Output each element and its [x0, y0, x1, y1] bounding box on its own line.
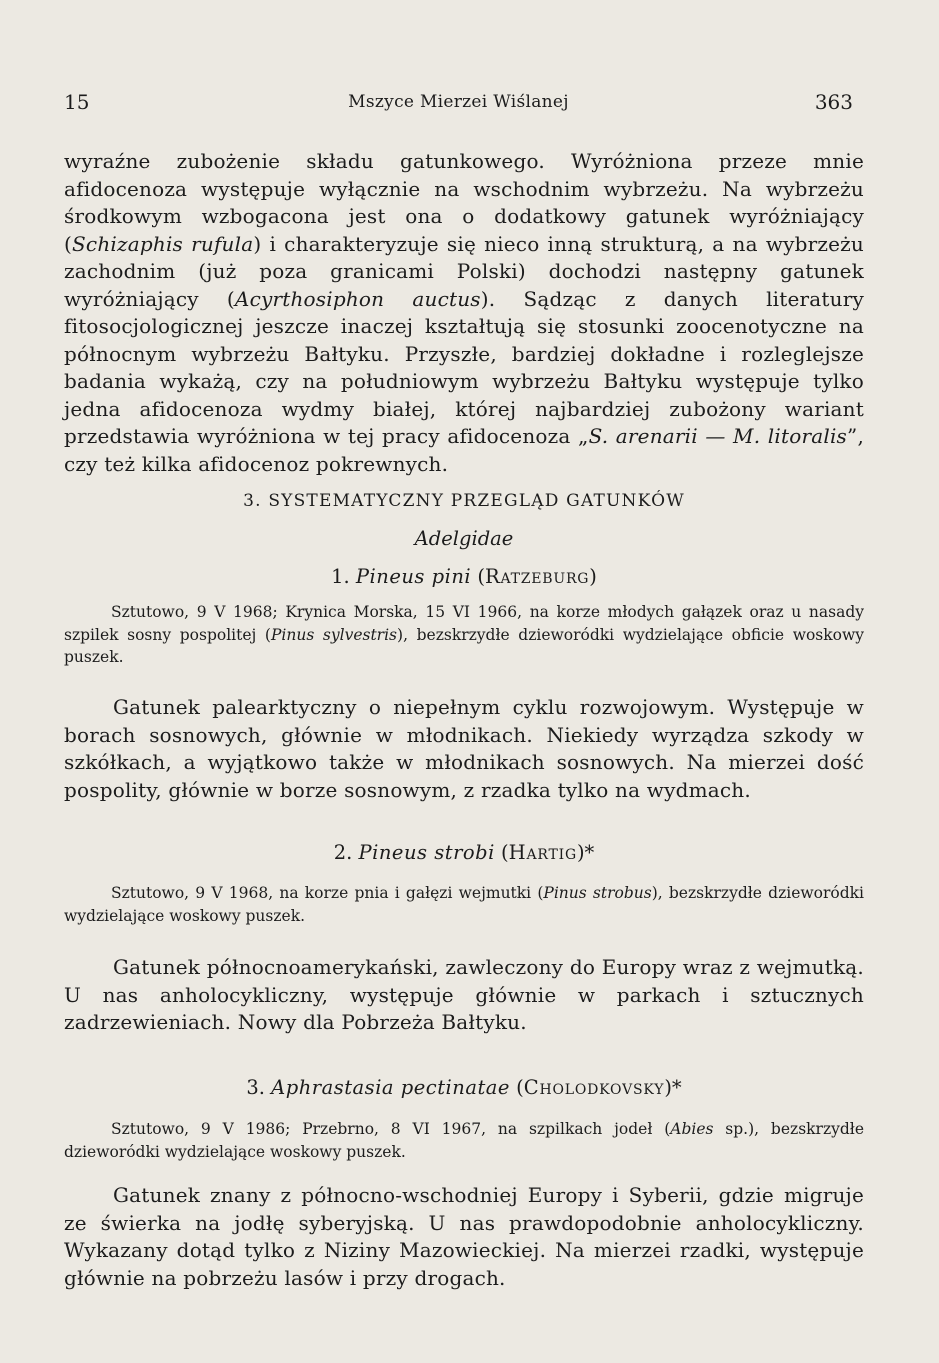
species-number: 1.	[331, 565, 350, 588]
intro-paragraph	[64, 148, 864, 478]
species-3-note-block	[64, 1182, 864, 1292]
species-name: Pineus pini	[355, 565, 472, 588]
species-author: Cholodkovsky	[523, 1076, 665, 1099]
species-author: Hartig	[508, 841, 577, 864]
taxon-name: Acyrthosiphon auctus	[234, 286, 481, 311]
host-name: Abies	[670, 1120, 714, 1138]
host-name: Pinus sylvestris	[270, 625, 398, 644]
species-1-note-block	[64, 694, 864, 804]
species-note: Gatunek palearktyczny o niepełnym cyklu rozwojowym. Występuje w borach sosnowych, głównie w młodnikach. Niekiedy wyrządza szkody w szkółkach, a wyjątkowo także w młodnikach sosnowych. Na mierzei dość pospolity, głównie w borze sosnowym, z rzadka tylko na wydmach.	[64, 695, 864, 802]
species-name: Pineus strobi	[358, 841, 495, 864]
intro-text-2: ) i charakteryzuje się nieco inną strukturą, a na wybrzeżu zachodnim (już poza granicami Polski) dochodzi następny gatunek wyróżniający (	[64, 231, 864, 311]
species-heading: 1. Pineus pini (Ratzeburg)	[331, 565, 597, 588]
record-text: ), bezskrzydłe dzieworódki wydzielające obficie woskowy puszek.	[64, 625, 864, 666]
page-number-left: 15	[64, 90, 90, 114]
intro-paragraph-block	[64, 148, 864, 478]
intro-text-4: ”, czy też kilka afidocenoz pokrewnych.	[64, 424, 864, 476]
species-entry-1	[64, 565, 864, 588]
species-entry-3	[64, 1076, 864, 1099]
intro-text-3: ). Sądząc z danych literatury fitosocjologicznej jeszcze inaczej kształtują się stosunki zoocenotyczne na północnym wybrzeżu Bałtyku. Przyszłe, bardziej dokładne i rozleglejsze badania wykażą, czy na południowym wybrzeżu Bałtyku występuje tylko jedna afidocenoza wydmy białej, której najbardziej zubożony wariant przedstawia wyróżniona w tej pracy afidocenoza „	[64, 286, 865, 448]
species-record	[64, 1118, 864, 1163]
family-heading-block	[64, 527, 864, 550]
family-heading: Adelgidae	[414, 527, 514, 550]
new-record-mark: *	[671, 1076, 682, 1099]
species-name: Aphrastasia pectinatae	[271, 1076, 510, 1099]
record-text: Sztutowo, 9 V 1968, na korze pnia i gałęzi wejmutki (	[111, 884, 544, 902]
species-author: Ratzeburg	[484, 565, 590, 588]
species-3-record-block	[64, 1118, 864, 1163]
new-record-mark: *	[584, 841, 595, 864]
record-text: Sztutowo, 9 V 1986; Przebrno, 8 VI 1967, na szpilkach jodeł (	[111, 1120, 671, 1138]
page-number-right: 363	[814, 90, 853, 114]
species-record	[64, 601, 864, 669]
intro-text-1: wyraźne zubożenie składu gatunkowego. Wyróżniona przeze mnie afidocenoza występuje wyłącznie na wschodnim wybrzeżu. Na wybrzeżu środkowym wzbogacona jest ona o dodatkowy gatunek wyróżniający (	[64, 149, 864, 256]
species-2-note-block	[64, 954, 864, 1037]
section-heading: 3. SYSTEMATYCZNY PRZEGLĄD GATUNKÓW	[243, 491, 685, 511]
page-header	[64, 90, 853, 116]
taxon-name: S. arenarii — M. litoralis	[588, 424, 848, 448]
record-text: Sztutowo, 9 V 1968; Krynica Morska, 15 VI 1966, na korze młodych gałązek oraz u nasady szpilek sosny pospolitej (	[64, 603, 864, 644]
record-text: sp.), bezskrzydłe dzieworódki wydzielające woskowy puszek.	[64, 1120, 864, 1161]
species-1-record-block	[64, 601, 864, 669]
species-number: 2.	[333, 841, 353, 864]
species-heading: 2. Pineus strobi (Hartig)*	[333, 841, 595, 864]
species-record	[64, 882, 864, 927]
species-number: 3.	[246, 1076, 265, 1099]
species-2-record-block	[64, 882, 864, 927]
species-heading: 3. Aphrastasia pectinatae (Cholodkovsky)*	[246, 1076, 682, 1099]
host-name: Pinus strobus	[543, 884, 652, 902]
species-note: Gatunek północnoamerykański, zawleczony do Europy wraz z wejmutką. U nas anholocykliczny, występuje głównie w parkach i sztucznych zadrzewieniach. Nowy dla Pobrzeża Bałtyku.	[64, 955, 864, 1034]
section-heading-block	[64, 491, 864, 511]
running-title: Mszyce Mierzei Wiślanej	[348, 92, 569, 112]
taxon-name: Schizaphis rufula	[72, 231, 254, 256]
record-text: ), bezskrzydłe dzieworódki wydzielające woskowy puszek.	[64, 884, 864, 925]
species-note: Gatunek znany z północno-wschodniej Europy i Syberii, gdzie migruje ze świerka na jodłę syberyjską. U nas prawdopodobnie anholocykliczny. Wykazany dotąd tylko z Niziny Mazowieckiej. Na mierzei rzadki, występuje głównie na pobrzeżu lasów i przy drogach.	[64, 1183, 864, 1290]
species-entry-2	[64, 841, 864, 864]
